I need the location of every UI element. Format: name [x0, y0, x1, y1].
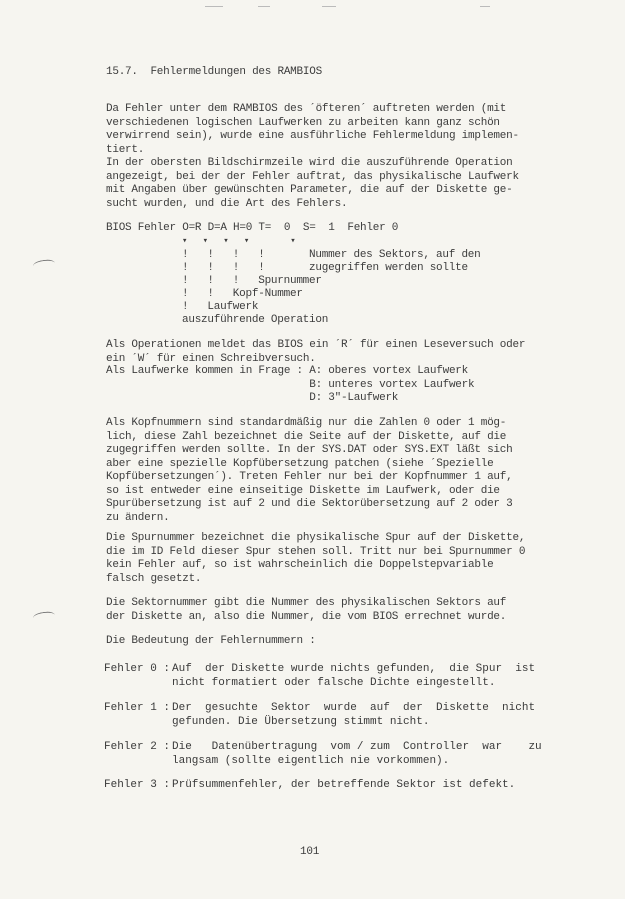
bios-field-diagram: ! ! ! ! Nummer des Sektors, auf den ! ! ! ! zugegriffen werden sollte ! ! ! Spurnummer ! ! Kopf-Nummer ! Laufwerk auszuführende Operation [182, 249, 481, 326]
error-label: Fehler 0 : [104, 663, 171, 675]
track-number-paragraph: Die Spurnummer bezeichnet die physikalische Spur auf der Diskette, die im ID Feld dieser Spur stehen soll. Tritt nur bei Spurnummer 0 kein Fehler auf, so ist wahrscheinlich die Doppelstepvariable falsch gesetzt. [106, 532, 526, 585]
operations-paragraph: Als Operationen meldet das BIOS ein ´R´ für einen Leseversuch oder ein ´W´ für einen Schreibversuch. [106, 339, 526, 365]
error-label: Fehler 2 : [104, 741, 171, 753]
section-heading: 15.7. Fehlermeldungen des RAMBIOS [106, 66, 322, 78]
error-description: Prüfsummenfehler, der betreffende Sektor ist defekt. [172, 779, 516, 791]
margin-pen-mark [32, 259, 55, 271]
error-label: Fehler 1 : [104, 702, 171, 714]
sector-number-paragraph: Die Sektornummer gibt die Nummer des physikalischen Sektors auf der Diskette an, also die Nummer, die vom BIOS errechnet wurde. [106, 597, 507, 623]
bios-error-line: BIOS Fehler O=R D=A H=0 T= 0 S= 1 Fehler 0 [106, 222, 399, 234]
error-description: Auf der Diskette wurde nichts gefunden, die Spur ist nicht formatiert oder falsche Dichte eingestellt. [172, 663, 536, 689]
error-description: Die Datenübertragung vom / zum Controller war zu langsam (sollte eigentlich nie vorkommen). [172, 741, 542, 767]
error-description: Der gesuchte Sektor wurde auf der Diskette nicht gefunden. Die Übersetzung stimmt nicht. [172, 702, 536, 728]
margin-pen-mark [32, 611, 55, 623]
scan-artifact [205, 6, 223, 7]
bios-pointer-marks: ▾ ▾ ▾ ▾ ▾ [182, 236, 296, 246]
error-meaning-intro: Die Bedeutung der Fehlernummern : [106, 635, 316, 647]
page-number: 101 [300, 846, 320, 858]
scan-artifact [258, 6, 270, 7]
drives-list: Als Laufwerke kommen in Frage : A: oberes vortex Laufwerk B: unteres vortex Laufwerk D: 3"-Laufwerk [106, 365, 475, 404]
head-number-paragraph: Als Kopfnummern sind standardmäßig nur die Zahlen 0 oder 1 mög- lich, diese Zahl bezeichnet die Seite auf der Diskette, auf die zugegriffen werden sollte. In der SYS.DAT oder SYS.EXT läßt sich aber eine spezielle Kopfübersetzung patchen (siehe ´Spezielle Kopfübersetzungen´). Treten Fehler nur bei der Kopfnummer 1 auf, so ist entweder eine einseitige Diskette im Laufwerk, oder die Spurübersetzung ist auf 2 und die Sektorübersetzung auf 2 oder 3 zu ändern. [106, 417, 513, 524]
scan-artifact [480, 6, 490, 7]
error-label: Fehler 3 : [104, 779, 171, 791]
scan-artifact [322, 6, 336, 7]
intro-paragraph: Da Fehler unter dem RAMBIOS des ´öfteren´ auftreten werden (mit verschiedenen logischen Laufwerken zu arbeiten kann ganz schön verwirrend sein), wurde eine ausführliche Fehlermeldung implemen- tiert. In der obersten Bildschirmzeile wird die auszuführende Operation angezeigt, bei der der Fehler auftrat, das physikalische Laufwerk mit Angaben über gewünschten Parameter, die auf der Diskette ge- sucht wurden, und die Art des Fehlers. [106, 103, 519, 210]
